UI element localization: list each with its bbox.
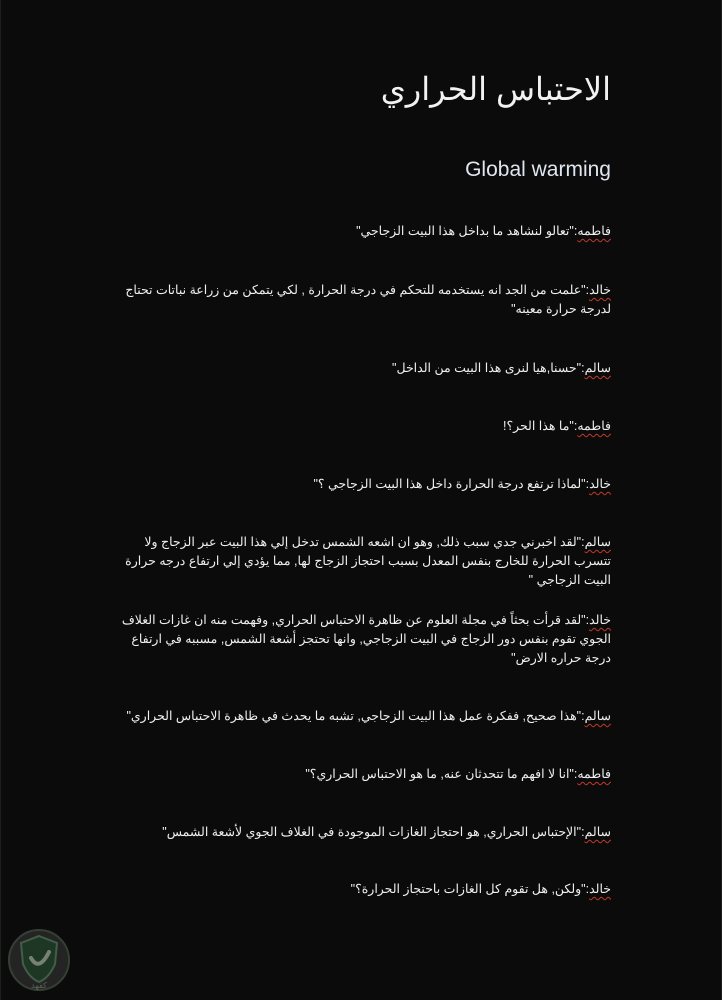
line-text: :"ما هذا الحر؟! — [502, 419, 578, 433]
line-text: :"لماذا ترتفع درجة الحرارة داخل هذا البيت الزجاجي ؟" — [313, 477, 590, 491]
speaker-name: سالم — [584, 535, 611, 549]
dialogue-line — [107, 707, 611, 726]
line-text: :"الإحتباس الحراري, هو احتجاز الغازات الموجودة في الغلاف الجوي لأشعة الشمس" — [162, 825, 585, 839]
line-text: :"لقد قرأت بحثاً في مجلة العلوم عن ظاهرة الاحتباس الحراري, وفهمت منه ان غازات الغلاف الجوي تقوم بنفس دور الزجاج في البيت الزجاجي, وانها تحتجز أشعة الشمس, مسببه في ارتفاع درجة حراره الارض" — [121, 613, 611, 665]
speaker-name: فاطمه — [577, 419, 611, 433]
speaker-name: خالد — [589, 283, 611, 297]
speaker-name: فاطمه — [577, 224, 611, 238]
line-text: :"انا لا افهم ما تتحدثان عنه, ما هو الاحتباس الحراري؟" — [305, 767, 578, 781]
document-subtitle: Global warming — [465, 158, 611, 181]
dialogue-line — [107, 222, 611, 241]
dialogue-line — [107, 475, 611, 494]
dialogue-line — [107, 765, 611, 784]
dialogue-line — [107, 611, 611, 668]
dialogue-line — [107, 417, 611, 436]
line-text: :"لقد اخبرني جدي سبب ذلك, وهو ان اشعه الشمس تدخل إلي هذا البيت عبر الزجاج ولا تتسرب الحرارة للخارج بنفس المعدل بسبب احتجاز الزجاج لها, مما يؤدي إلي ارتفاع درجه حرارة البيت الزجاجي " — [125, 535, 611, 587]
line-text: :"ولكن, هل تقوم كل الغازات باحتجاز الحرارة؟" — [350, 882, 590, 896]
document-title: الاحتباس الحراري — [380, 71, 611, 107]
dialogue-line — [107, 281, 611, 319]
dialogue-line — [107, 880, 611, 899]
speaker-name: سالم — [584, 709, 611, 723]
speaker-name: سالم — [584, 361, 611, 375]
line-text: :"حسنا,هيا لنرى هذا البيت من الداخل" — [392, 361, 585, 375]
speaker-name: خالد — [589, 477, 611, 491]
speaker-name: فاطمه — [577, 767, 611, 781]
dialogue-line — [107, 823, 611, 842]
line-text: :"علمت من الجد انه يستخدمه للتحكم في درجة الحرارة , لكي يتمكن من زراعة نباتات تحتاج لدرجة حرارة معينه" — [125, 283, 611, 316]
speaker-name: خالد — [589, 882, 611, 896]
shield-logo-icon — [5, 928, 73, 992]
speaker-name: خالد — [589, 613, 611, 627]
speaker-name: سالم — [584, 825, 611, 839]
dialogue-line — [107, 359, 611, 378]
line-text: :"تعالو لنشاهد ما بداخل هذا البيت الزجاجي" — [356, 224, 578, 238]
logo-text: كفهد — [31, 981, 47, 990]
line-text: :"هذا صحيح, ففكرة عمل هذا البيت الزجاجي, تشبه ما يحدث في ظاهرة الاحتباس الحراري" — [126, 709, 585, 723]
dialogue-line — [107, 533, 611, 590]
